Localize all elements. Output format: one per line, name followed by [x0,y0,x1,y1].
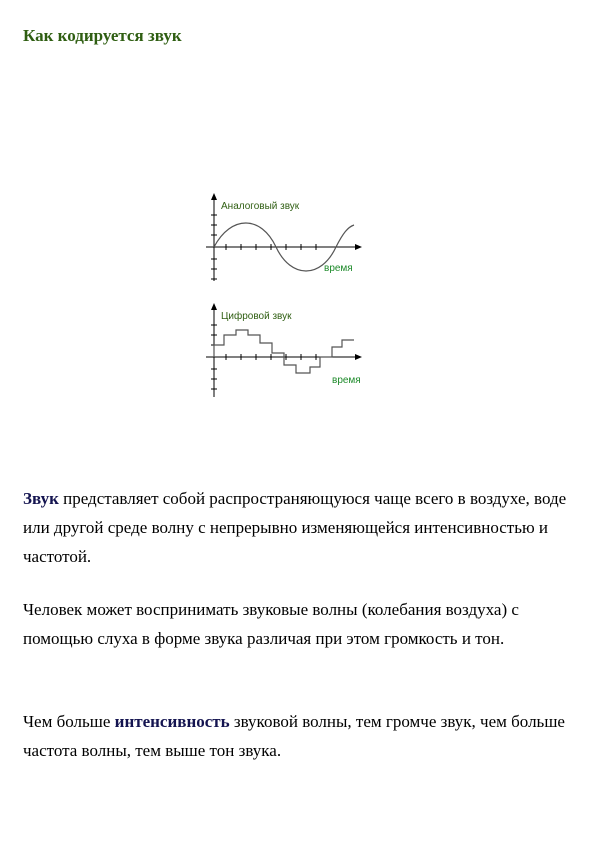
analog-label: Аналоговый звук [221,201,300,212]
keyword-intensity: интенсивность [114,712,230,731]
keyword-sound: Звук [23,489,59,508]
analog-axis-label: время [324,263,353,274]
digital-plot [206,303,362,397]
analog-plot [206,193,362,281]
paragraph-definition [23,484,571,571]
paragraph-intensity-before: Чем больше [23,712,115,731]
paragraph-definition-text: представляет собой распространяющуюся чаще всего в воздухе, воде или другой среде волну с непрерывно изменяющейся интенсивностью и частотой. [23,489,567,566]
sound-diagram-svg [196,185,376,415]
digital-x-arrow [355,354,362,360]
analog-y-arrow [211,193,217,200]
sound-diagram [196,185,376,415]
paragraph-perception: Человек может воспринимать звуковые волны (колебания воздуха) с помощью слуха в форме звука различая при этом громкость и тон. [23,600,519,648]
paragraph-intensity-after: звуковой волны, тем громче звук, чем больше частота волны, тем выше тон звука. [23,712,565,760]
paragraph-intensity [23,707,571,765]
digital-y-arrow [211,303,217,310]
digital-label: Цифровой звук [221,311,292,322]
page-title: Как кодируется звук [23,26,182,45]
analog-x-arrow [355,244,362,250]
digital-axis-label: время [332,375,361,386]
digital-wave [214,330,354,373]
